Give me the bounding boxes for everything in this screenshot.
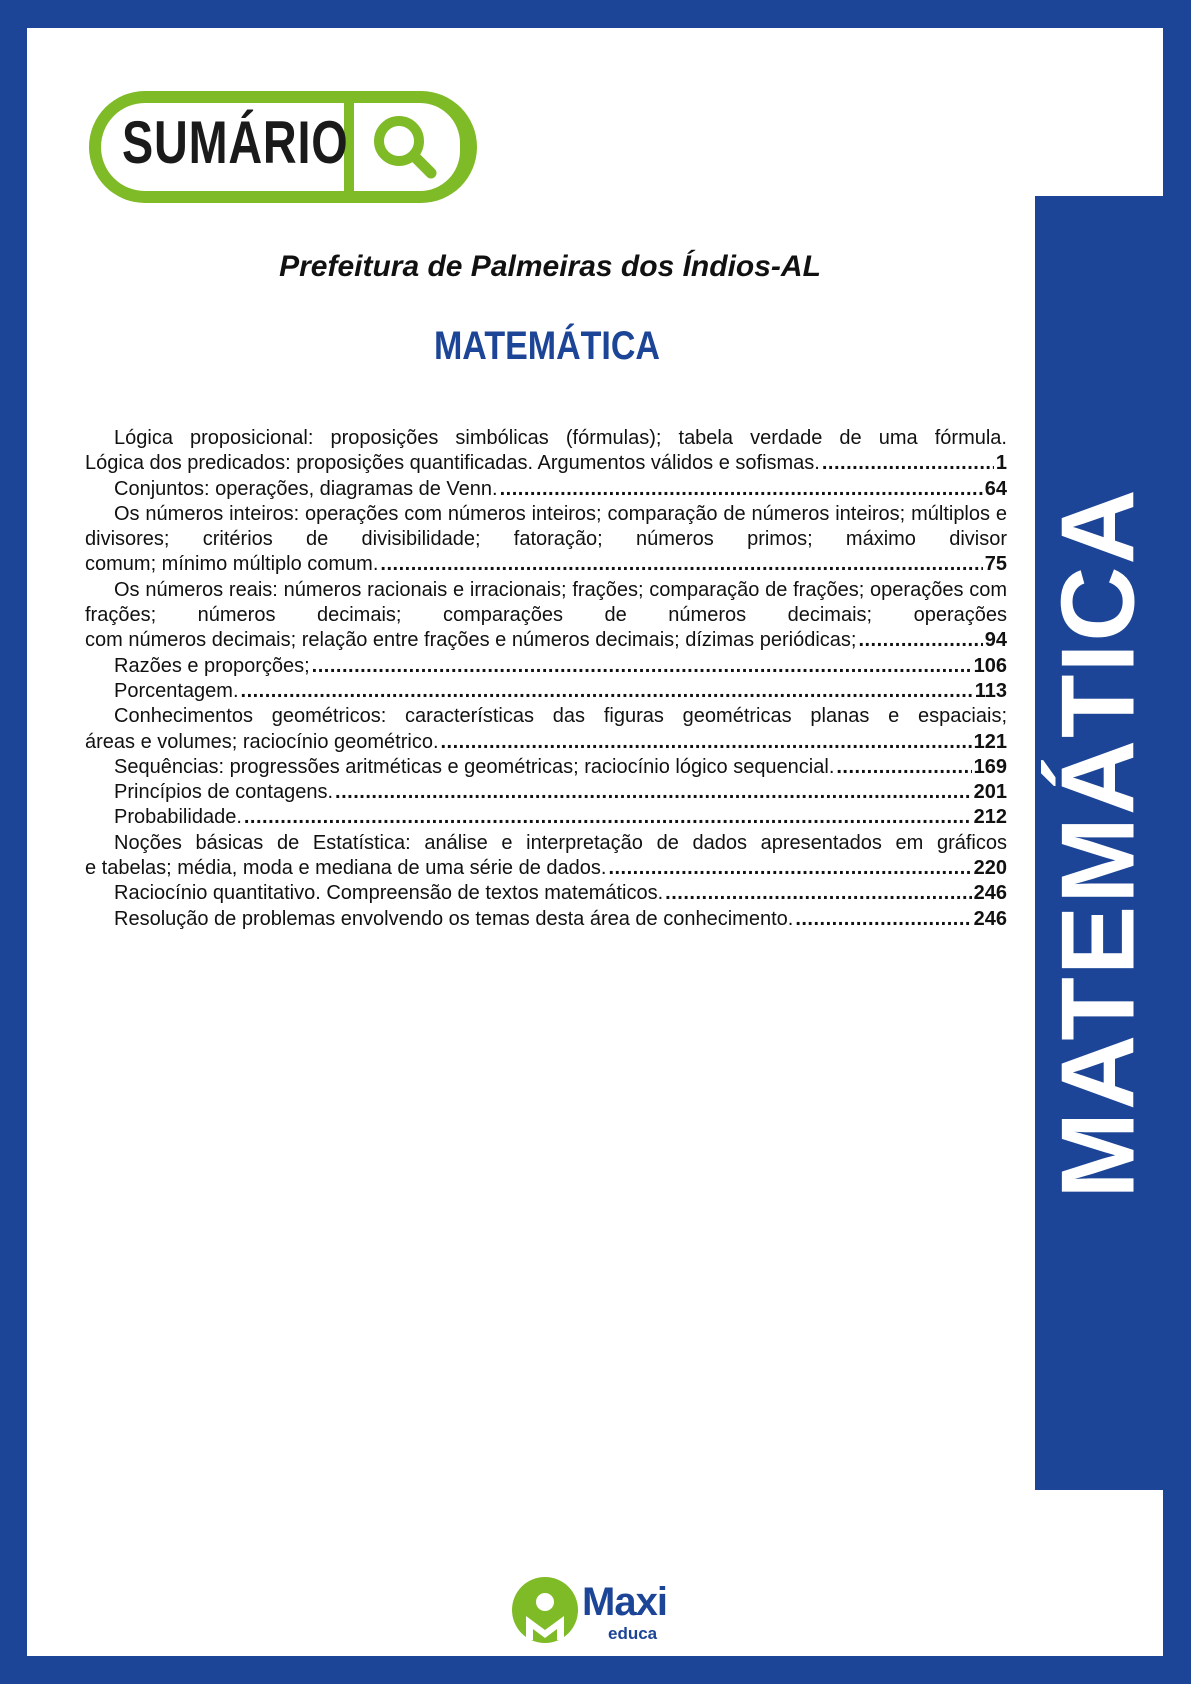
toc-entry [85, 679, 1007, 704]
toc-entry-row [85, 552, 1007, 577]
toc-entry [85, 831, 1007, 882]
toc-entry [85, 881, 1007, 906]
toc-entry-label: áreas e volumes; raciocínio geométrico. [85, 730, 439, 753]
toc-leader-dots [822, 451, 994, 476]
toc-leader-dots [380, 552, 982, 577]
toc-entry [85, 477, 1007, 502]
toc-entry-row [85, 679, 1007, 704]
toc-entry-row [85, 805, 1007, 830]
toc-entry-label: comum; mínimo múltiplo comum. [85, 553, 379, 576]
sumario-logo-text: SUMÁRIO [122, 109, 349, 176]
page-border-top [0, 0, 1191, 28]
maxi-brand-name: Maxi [582, 1580, 667, 1624]
page-border-right [1163, 0, 1191, 1684]
toc-leader-dots [858, 628, 982, 653]
maxi-logo-icon [512, 1576, 582, 1646]
toc-entry [85, 907, 1007, 932]
toc-entry [85, 426, 1007, 477]
toc-entry-label: Conjuntos: operações, diagramas de Venn. [114, 477, 498, 500]
toc-entry-label: com números decimais; relação entre frações e números decimais; dízimas periódicas; [85, 629, 857, 652]
toc-entry-row [85, 730, 1007, 755]
toc-entry [85, 502, 1007, 578]
toc-entry [85, 654, 1007, 679]
toc-entry [85, 805, 1007, 830]
toc-entry-label: Sequências: progressões aritméticas e geométricas; raciocínio lógico sequencial. [114, 755, 835, 778]
page-border-bottom [0, 1656, 1191, 1684]
toc-entry-row [85, 654, 1007, 679]
toc-leader-dots [312, 654, 972, 679]
toc-page-number: 64 [984, 477, 1007, 500]
toc-entry-label: Princípios de contagens. [114, 781, 334, 804]
toc-entry-text: Os números inteiros: operações com números inteiros; comparação de números inteiros; múltiplos e divisores; critérios de divisibilidade; fatoração; números primos; máximo divisor [85, 502, 1007, 551]
toc-leader-dots [244, 805, 972, 830]
toc-entry-row [85, 628, 1007, 653]
toc-entry-row [85, 451, 1007, 476]
toc-entry-label: Raciocínio quantitativo. Compreensão de textos matemáticos. [114, 882, 664, 905]
toc-page-number: 94 [984, 629, 1007, 652]
toc-entry-label: e tabelas; média, moda e mediana de uma série de dados. [85, 857, 607, 880]
toc-page-number: 169 [973, 755, 1007, 778]
toc-entry-row [85, 477, 1007, 502]
toc-entry-text: Lógica proposicional: proposições simbólicas (fórmulas); tabela verdade de uma fórmula. [114, 427, 1007, 449]
toc-page-number: 113 [974, 679, 1007, 702]
toc-entry-row [85, 780, 1007, 805]
toc-entry [85, 780, 1007, 805]
toc-entry-row [85, 881, 1007, 906]
section-title: MATEMÁTICA [433, 324, 660, 368]
toc-page-number: 220 [973, 857, 1007, 880]
toc-entry-label: Lógica dos predicados: proposições quantificadas. Argumentos válidos e sofismas. [85, 452, 820, 475]
toc-leader-dots [441, 730, 972, 755]
toc-leader-dots [500, 477, 983, 502]
toc-entry-row [85, 755, 1007, 780]
toc-page-number: 212 [973, 806, 1007, 829]
toc-entry [85, 578, 1007, 654]
toc-entry [85, 704, 1007, 755]
document-title: Prefeitura de Palmeiras dos Índios-AL [279, 250, 821, 283]
toc-page-number: 246 [973, 882, 1007, 905]
toc-page-number: 246 [973, 907, 1007, 930]
toc-entry-text: Os números reais: números racionais e irracionais; frações; comparação de frações; operações com frações; números decimais; comparações de números decimais; operações [85, 578, 1007, 627]
table-of-contents [85, 426, 1007, 932]
toc-entry-text: Noções básicas de Estatística: análise e interpretação de dados apresentados em gráficos [114, 831, 1007, 854]
toc-leader-dots [335, 780, 972, 805]
toc-entry-label: Razões e proporções; [114, 654, 310, 677]
toc-leader-dots [241, 679, 973, 704]
toc-entry-label: Porcentagem. [114, 679, 239, 702]
maxi-educa-logo [512, 1576, 682, 1646]
toc-leader-dots [795, 907, 971, 932]
maxi-brand-sub: educa [608, 1624, 658, 1643]
toc-page-number: 1 [995, 452, 1007, 475]
toc-page-number: 106 [973, 654, 1007, 677]
toc-leader-dots [665, 881, 971, 906]
toc-entry-label: Resolução de problemas envolvendo os temas desta área de conhecimento. [114, 907, 794, 930]
toc-leader-dots [836, 755, 971, 780]
toc-entry [85, 755, 1007, 780]
toc-page-number: 201 [973, 781, 1007, 804]
toc-entry-row [85, 856, 1007, 881]
toc-leader-dots [608, 856, 971, 881]
side-band-label: MATEMÁTICA [1040, 487, 1157, 1199]
toc-entry-row [85, 907, 1007, 932]
toc-entry-text: Conhecimentos geométricos: características das figuras geométricas planas e espaciais; [114, 705, 1007, 728]
toc-page-number: 75 [984, 553, 1007, 576]
toc-page-number: 121 [973, 730, 1007, 753]
sumario-logo [84, 86, 482, 208]
toc-entry-label: Probabilidade. [114, 806, 242, 829]
side-band [1035, 196, 1163, 1490]
